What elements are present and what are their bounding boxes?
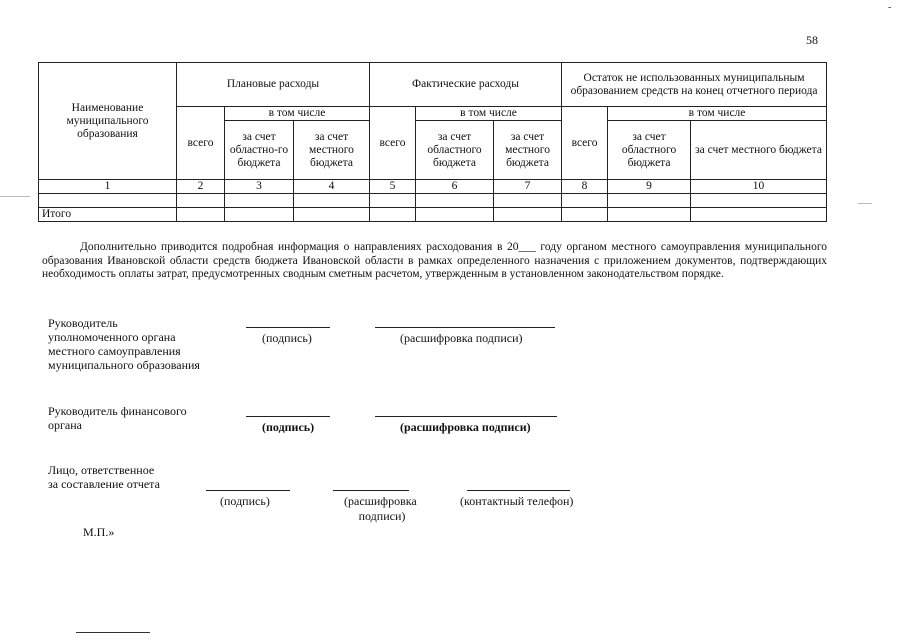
total-row xyxy=(39,208,827,222)
phone-caption: (контактный телефон) xyxy=(460,494,574,508)
phone-line xyxy=(467,490,570,491)
col-number: 5 xyxy=(370,180,416,194)
report-table xyxy=(38,62,827,222)
col-number: 2 xyxy=(177,180,225,194)
header-planned-local: за счет местного бюджета xyxy=(294,121,370,180)
footnote-line xyxy=(76,632,150,633)
signature-line xyxy=(206,490,290,491)
header-remainder-regional: за счет областного бюджета xyxy=(608,121,691,180)
col-number: 9 xyxy=(608,180,691,194)
col-number: 10 xyxy=(691,180,827,194)
col-number: 1 xyxy=(39,180,177,194)
decoding-caption: (расшифровка подписи) xyxy=(344,494,417,523)
decoding-caption: (расшифровка подписи) xyxy=(400,331,523,345)
col-number: 8 xyxy=(562,180,608,194)
table-row xyxy=(39,194,827,208)
header-planned-total: всего xyxy=(177,107,225,180)
signature-line xyxy=(246,416,330,417)
header-remainder-including: в том числе xyxy=(608,107,827,121)
header-actual-regional: за счет областного бюджета xyxy=(416,121,494,180)
responsible-label: Лицо, ответственное за составление отчета xyxy=(48,463,160,491)
col-number: 7 xyxy=(494,180,562,194)
scan-artifact xyxy=(0,196,30,197)
decoding-caption: (расшифровка подписи) xyxy=(400,420,531,434)
col-number: 3 xyxy=(225,180,294,194)
scan-artifact xyxy=(858,203,872,204)
signature-caption: (подпись) xyxy=(262,331,312,345)
decoding-line xyxy=(333,490,409,491)
decoding-line xyxy=(375,416,557,417)
corner-mark: - xyxy=(888,2,892,13)
paragraph-text: Дополнительно приводится подробная информация о направлениях расходования в 20___ году органом местного самоуправления муниципального образования Ивановской области средств бюджета Ивановской области в рамках определенного назначения с приложением документов, подтверждающих необходимость оплаты затрат, предусмотренных сводным сметным расчетом, утвержденным в установленном законодательством порядке. xyxy=(42,241,827,281)
header-actual: Фактические расходы xyxy=(370,63,562,107)
total-row-label: Итого xyxy=(39,208,177,222)
col-number: 6 xyxy=(416,180,494,194)
header-actual-local: за счет местного бюджета xyxy=(494,121,562,180)
header-planned-regional: за счет областно-го бюджета xyxy=(225,121,294,180)
signature-caption: (подпись) xyxy=(262,420,315,434)
header-name: Наименование муниципального образования xyxy=(39,63,177,180)
header-remainder-total: всего xyxy=(562,107,608,180)
header-remainder: Остаток не использованных муниципальным образованием средств на конец отчетного периода xyxy=(562,63,827,107)
decoding-line xyxy=(375,327,555,328)
page-number: 58 xyxy=(806,33,818,47)
header-remainder-local: за счет местного бюджета xyxy=(691,121,827,180)
stamp-mark: М.П.» xyxy=(83,525,115,539)
signature-caption: (подпись) xyxy=(220,494,270,508)
header-planned: Плановые расходы xyxy=(177,63,370,107)
signature-line xyxy=(246,327,330,328)
additional-info-paragraph xyxy=(42,241,827,282)
header-actual-including: в том числе xyxy=(416,107,562,121)
header-actual-total: всего xyxy=(370,107,416,180)
header-planned-including: в том числе xyxy=(225,107,370,121)
head-authorized-label: Руководитель уполномоченного органа местного самоуправления муниципального образования xyxy=(48,316,200,372)
col-number: 4 xyxy=(294,180,370,194)
head-financial-label: Руководитель финансового органа xyxy=(48,404,187,432)
